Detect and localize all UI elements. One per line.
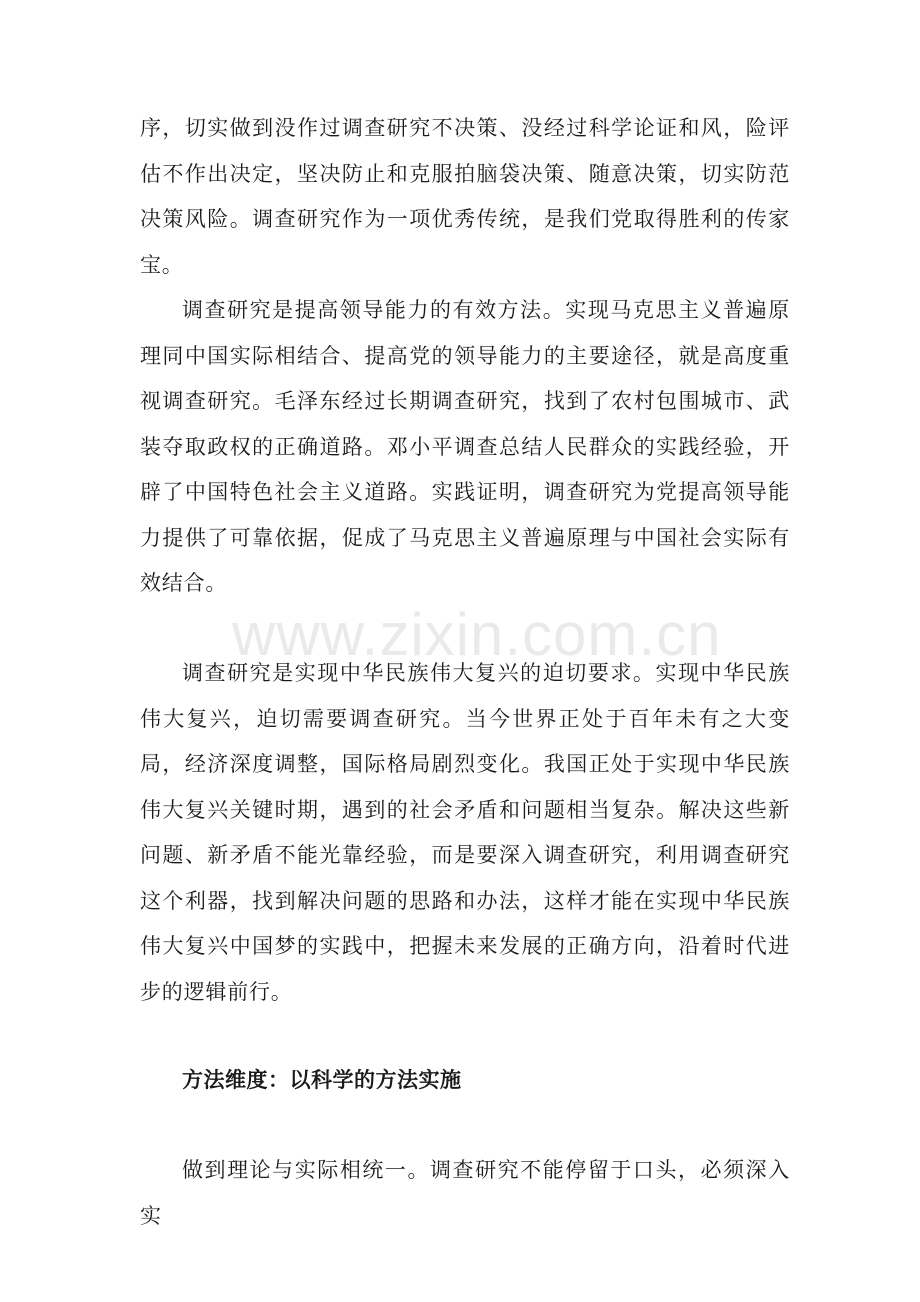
- paragraph-theory-practice: 做到理论与实际相统一。调查研究不能停留于口头，必须深入实: [140, 1158, 790, 1228]
- paragraph-national-rejuvenation: 调查研究是实现中华民族伟大复兴的迫切要求。实现中华民族伟大复兴，迫切需要调查研究。当今世界正处于百年未有之大变局，经济深度调整，国际格局剧烈变化。我国正处于实现中华民族伟大复兴关键时期，遇到的社会矛盾和问题相当复杂。解决这些新问题、新矛盾不能光靠经验，而是要深入调查研究，利用调查研究这个利器，找到解决问题的思路和办法，这样才能在实现中华民族伟大复兴中国梦的实践中，把握未来发展的正确方向，沿着时代进步的逻辑前行。: [140, 661, 790, 1004]
- paragraph-leadership-method: 调查研究是提高领导能力的有效方法。实现马克思主义普遍原理同中国实际相结合、提高党的领导能力的主要途径，就是高度重视调查研究。毛泽东经过长期调查研究，找到了农村包围城市、武装夺取政权的正确道路。邓小平调查总结人民群众的实践经验，开辟了中国特色社会主义道路。实践证明，调查研究为党提高领导能力提供了可靠依据，促成了马克思主义普遍原理与中国社会实际有效结合。: [140, 298, 790, 595]
- paragraph-continuation: 序，切实做到没作过调查研究不决策、没经过科学论证和风，险评估不作出决定，坚决防止和克服拍脑袋决策、随意决策，切实防范决策风险。调查研究作为一项优秀传统，是我们党取得胜利的传家宝。: [140, 116, 790, 277]
- section-heading: 方法维度：以科学的方法实施: [182, 1068, 462, 1092]
- watermark: www.zixin.com.cn: [232, 601, 722, 668]
